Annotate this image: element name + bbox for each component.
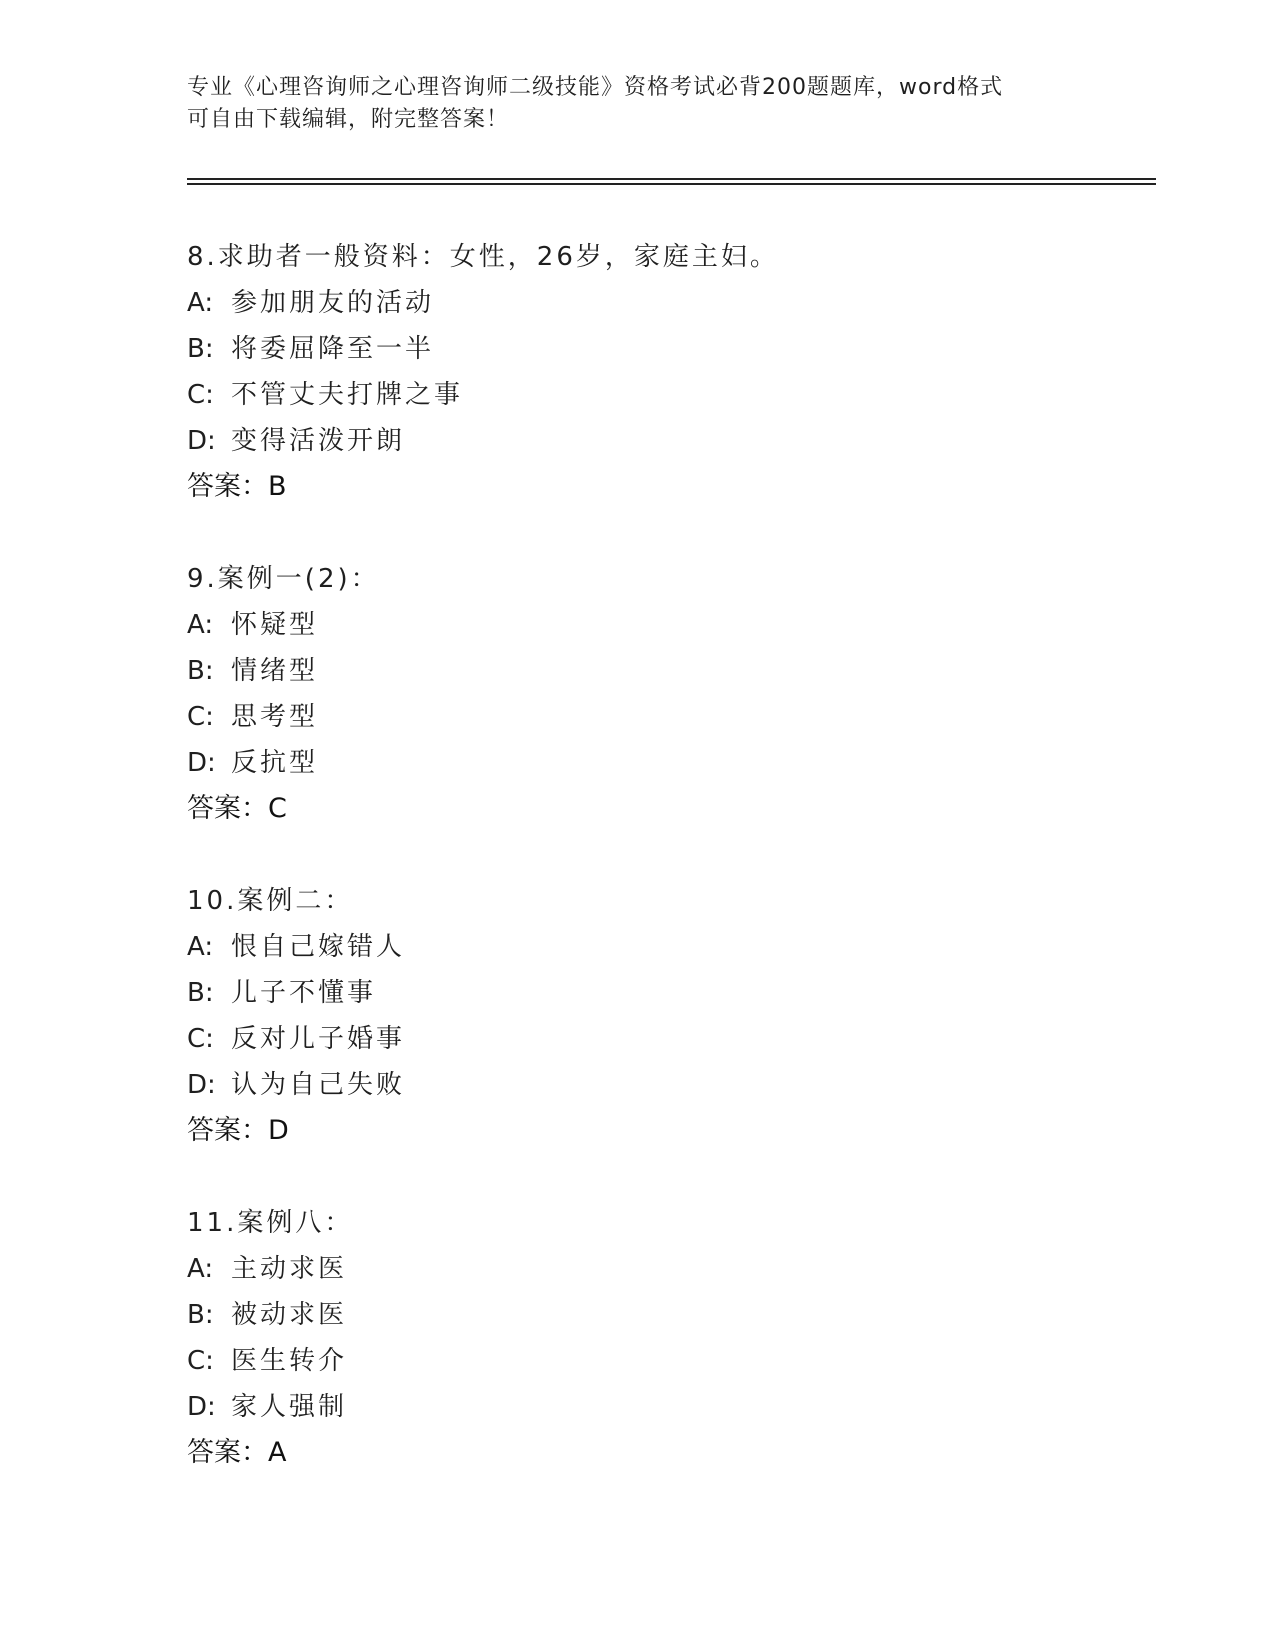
option-c xyxy=(187,694,1147,740)
option-letter: D: xyxy=(187,748,216,778)
option-d xyxy=(187,1384,1147,1430)
option-b xyxy=(187,1292,1147,1338)
option-text: 被动求医 xyxy=(231,1300,348,1330)
answer-line: 答案：C xyxy=(187,793,287,824)
option-c xyxy=(187,1016,1147,1062)
option-text: 思考型 xyxy=(231,702,319,732)
option-text: 反抗型 xyxy=(231,748,319,778)
option-c xyxy=(187,372,1147,418)
answer-line: 答案：B xyxy=(187,471,287,502)
option-text: 恨自己嫁错人 xyxy=(231,932,406,962)
option-letter: D: xyxy=(187,426,216,456)
option-c xyxy=(187,1338,1147,1384)
question-title: 8.求助者一般资料：女性，26岁，家庭主妇。 xyxy=(187,242,779,272)
option-letter: C: xyxy=(187,1024,214,1054)
option-letter: A: xyxy=(187,1254,214,1284)
option-letter: C: xyxy=(187,380,214,410)
document-header xyxy=(187,72,1087,136)
question-9 xyxy=(187,556,1147,832)
option-d xyxy=(187,1062,1147,1108)
option-text: 反对儿子婚事 xyxy=(231,1024,406,1054)
option-text: 医生转介 xyxy=(231,1346,348,1376)
answer-line: 答案：A xyxy=(187,1437,287,1468)
option-text: 参加朋友的活动 xyxy=(231,288,435,318)
option-b xyxy=(187,648,1147,694)
option-a xyxy=(187,924,1147,970)
option-a xyxy=(187,602,1147,648)
option-text: 将委屈降至一半 xyxy=(231,334,435,364)
option-letter: C: xyxy=(187,702,214,732)
option-letter: D: xyxy=(187,1070,216,1100)
question-11 xyxy=(187,1200,1147,1476)
question-list xyxy=(187,234,1147,1522)
option-letter: B: xyxy=(187,656,214,686)
option-letter: B: xyxy=(187,1300,214,1330)
option-text: 家人强制 xyxy=(231,1392,348,1422)
option-letter: A: xyxy=(187,610,214,640)
option-text: 主动求医 xyxy=(231,1254,348,1284)
option-text: 变得活泼开朗 xyxy=(231,426,406,456)
option-d xyxy=(187,418,1147,464)
option-letter: B: xyxy=(187,978,214,1008)
option-letter: C: xyxy=(187,1346,214,1376)
question-title: 11.案例八： xyxy=(187,1208,354,1238)
option-b xyxy=(187,326,1147,372)
option-text: 儿子不懂事 xyxy=(231,978,377,1008)
option-letter: A: xyxy=(187,932,214,962)
option-d xyxy=(187,740,1147,786)
option-letter: B: xyxy=(187,334,214,364)
option-text: 认为自己失败 xyxy=(231,1070,406,1100)
option-letter: A: xyxy=(187,288,214,318)
question-10 xyxy=(187,878,1147,1154)
header-divider-top xyxy=(187,178,1156,180)
question-title: 10.案例二： xyxy=(187,886,354,916)
option-text: 怀疑型 xyxy=(231,610,319,640)
option-a xyxy=(187,1246,1147,1292)
header-line-1: 专业《心理咨询师之心理咨询师二级技能》资格考试必背200题题库，word格式 xyxy=(187,75,1004,100)
question-title: 9.案例一(2)： xyxy=(187,564,380,594)
question-8 xyxy=(187,234,1147,510)
header-divider-bottom xyxy=(187,183,1156,185)
option-text: 不管丈夫打牌之事 xyxy=(231,380,464,410)
answer-line: 答案：D xyxy=(187,1115,289,1146)
option-b xyxy=(187,970,1147,1016)
option-letter: D: xyxy=(187,1392,216,1422)
option-text: 情绪型 xyxy=(231,656,319,686)
header-line-2: 可自由下载编辑，附完整答案！ xyxy=(187,107,510,132)
option-a xyxy=(187,280,1147,326)
